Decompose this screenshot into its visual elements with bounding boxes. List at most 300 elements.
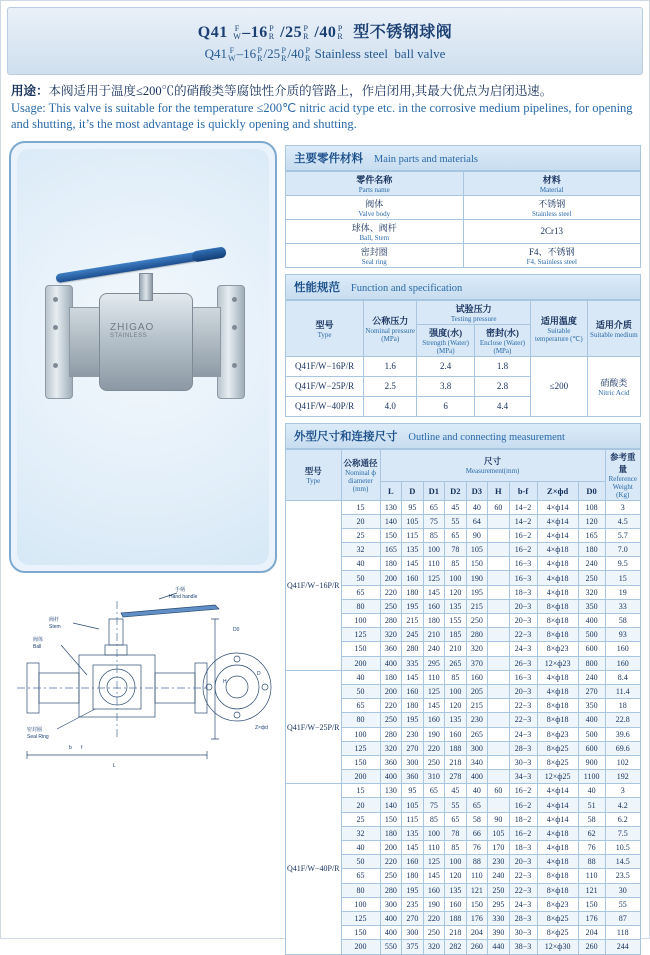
dim-dn: 200 bbox=[341, 656, 380, 670]
perf-col-seal bbox=[474, 324, 530, 356]
dim-dn: 32 bbox=[341, 543, 380, 557]
valve-illustration bbox=[45, 267, 245, 417]
dim-D3: 105 bbox=[466, 543, 488, 557]
dim-D0: 270 bbox=[578, 684, 605, 698]
dim-L: 280 bbox=[380, 727, 402, 741]
usage-cn bbox=[11, 83, 639, 100]
dim-D3: 320 bbox=[466, 642, 488, 656]
dim-D1: 320 bbox=[423, 940, 445, 954]
perf-temperature: ≤200 bbox=[530, 356, 587, 416]
perf-seal: 1.8 bbox=[474, 356, 530, 376]
dim-zd: 4×ф14 bbox=[537, 514, 578, 528]
dim-bf: 18−3 bbox=[509, 585, 537, 599]
content-body bbox=[9, 139, 641, 955]
dim-zd: 4×ф18 bbox=[537, 826, 578, 840]
dim-D3: 160 bbox=[466, 670, 488, 684]
dim-H bbox=[488, 642, 510, 656]
dim-zd: 8×ф25 bbox=[537, 926, 578, 940]
dim-sub-L: L bbox=[380, 482, 402, 500]
dim-H bbox=[488, 684, 510, 698]
dim-L: 280 bbox=[380, 614, 402, 628]
perf-nominal: 4.0 bbox=[364, 396, 417, 416]
materials-col-material bbox=[463, 171, 641, 195]
dim-D3: 64 bbox=[466, 514, 488, 528]
dimensions-tbody bbox=[286, 500, 641, 954]
dim-D0: 76 bbox=[578, 841, 605, 855]
dim-D3: 76 bbox=[466, 841, 488, 855]
dim-D3: 40 bbox=[466, 500, 488, 514]
dim-D0: 110 bbox=[578, 869, 605, 883]
materials-col-material-cn: 材料 bbox=[542, 174, 561, 185]
dim-D: 270 bbox=[402, 911, 424, 925]
dim-H bbox=[488, 528, 510, 542]
dim-bf: 22−3 bbox=[509, 883, 537, 897]
table-row bbox=[286, 219, 641, 243]
dim-D2: 135 bbox=[445, 883, 467, 897]
dim-D2: 45 bbox=[445, 500, 467, 514]
dim-bf: 30−3 bbox=[509, 926, 537, 940]
dim-dn: 80 bbox=[341, 599, 380, 613]
dim-weight: 4.2 bbox=[605, 798, 641, 812]
materials-col-material-en: Material bbox=[539, 185, 564, 194]
dim-H: 60 bbox=[488, 784, 510, 798]
dim-weight: 19 bbox=[605, 585, 641, 599]
table-row bbox=[286, 356, 641, 376]
dim-D3: 176 bbox=[466, 911, 488, 925]
materials-mat-en: Stainless steel bbox=[532, 209, 572, 218]
materials-mat-en: F4, Stainless steel bbox=[526, 257, 577, 266]
dim-D3: 230 bbox=[466, 713, 488, 727]
dim-D2: 45 bbox=[445, 784, 467, 798]
dim-weight: 7.5 bbox=[605, 826, 641, 840]
perf-col-type bbox=[286, 300, 364, 356]
dim-L: 200 bbox=[380, 841, 402, 855]
dim-D2: 265 bbox=[445, 656, 467, 670]
dim-L: 400 bbox=[380, 656, 402, 670]
dim-H bbox=[488, 798, 510, 812]
dim-D3: 370 bbox=[466, 656, 488, 670]
dim-H bbox=[488, 571, 510, 585]
dim-D0: 108 bbox=[578, 500, 605, 514]
dim-weight: 5.7 bbox=[605, 528, 641, 542]
right-column bbox=[285, 139, 641, 955]
dim-zd: 8×ф25 bbox=[537, 741, 578, 755]
dim-H bbox=[488, 628, 510, 642]
dim-D: 360 bbox=[402, 770, 424, 784]
bolt-icon bbox=[232, 363, 237, 368]
dim-weight: 18 bbox=[605, 699, 641, 713]
dim-bf: 16−3 bbox=[509, 571, 537, 585]
dim-bf: 16−2 bbox=[509, 543, 537, 557]
dim-zd: 4×ф18 bbox=[537, 670, 578, 684]
dim-D: 145 bbox=[402, 557, 424, 571]
dim-sub-D0: D0 bbox=[578, 482, 605, 500]
dim-bf: 16−2 bbox=[509, 798, 537, 812]
dim-D1: 75 bbox=[423, 798, 445, 812]
perf-col-test-cn: 试验压力 bbox=[455, 303, 492, 314]
dim-bf: 16−2 bbox=[509, 528, 537, 542]
dim-D2: 210 bbox=[445, 642, 467, 656]
dim-L: 360 bbox=[380, 642, 402, 656]
dim-weight: 93 bbox=[605, 628, 641, 642]
dim-H bbox=[488, 699, 510, 713]
pipe-left-icon bbox=[69, 307, 103, 377]
dim-dn: 15 bbox=[341, 784, 380, 798]
dim-L: 150 bbox=[380, 812, 402, 826]
dim-weight: 118 bbox=[605, 926, 641, 940]
performance-section-header bbox=[285, 274, 641, 300]
dim-D: 180 bbox=[402, 585, 424, 599]
dim-zd: 4×ф14 bbox=[537, 784, 578, 798]
materials-col-part-en: Parts name bbox=[358, 185, 390, 194]
dim-L: 180 bbox=[380, 826, 402, 840]
dim-D: 115 bbox=[402, 812, 424, 826]
dim-weight: 69.6 bbox=[605, 741, 641, 755]
dim-D: 215 bbox=[402, 614, 424, 628]
dim-D3: 340 bbox=[466, 755, 488, 769]
dim-D0: 165 bbox=[578, 528, 605, 542]
dim-D1: 295 bbox=[423, 656, 445, 670]
dim-D1: 145 bbox=[423, 869, 445, 883]
dim-D1: 110 bbox=[423, 670, 445, 684]
dim-D3: 66 bbox=[466, 826, 488, 840]
dim-D2: 85 bbox=[445, 841, 467, 855]
dim-bf: 28−3 bbox=[509, 911, 537, 925]
page-header bbox=[7, 7, 643, 75]
dim-D1: 125 bbox=[423, 684, 445, 698]
dim-col-weight-cn: 参考重量 bbox=[609, 451, 636, 474]
dim-zd: 4×ф18 bbox=[537, 585, 578, 599]
dim-zd: 12×ф25 bbox=[537, 770, 578, 784]
dim-weight: 6.2 bbox=[605, 812, 641, 826]
dim-D1: 250 bbox=[423, 926, 445, 940]
dim-D2: 55 bbox=[445, 514, 467, 528]
dim-D: 180 bbox=[402, 699, 424, 713]
dim-zd: 12×ф23 bbox=[537, 656, 578, 670]
perf-strength: 6 bbox=[417, 396, 475, 416]
dim-D0: 150 bbox=[578, 897, 605, 911]
dim-bf: 30−3 bbox=[509, 755, 537, 769]
materials-part-en: Ball, Stem bbox=[359, 233, 390, 242]
dim-weight: 14.5 bbox=[605, 855, 641, 869]
dim-D0: 320 bbox=[578, 585, 605, 599]
dim-D: 230 bbox=[402, 727, 424, 741]
table-row bbox=[286, 784, 641, 798]
perf-col-strength bbox=[417, 324, 475, 356]
dim-D3: 265 bbox=[466, 727, 488, 741]
dim-H bbox=[488, 585, 510, 599]
dim-L: 140 bbox=[380, 798, 402, 812]
dim-D0: 121 bbox=[578, 883, 605, 897]
dim-bf: 24−3 bbox=[509, 897, 537, 911]
dim-D0: 88 bbox=[578, 855, 605, 869]
materials-part-en: Valve body bbox=[358, 209, 391, 218]
dim-D1: 145 bbox=[423, 699, 445, 713]
dim-zd: 8×ф25 bbox=[537, 755, 578, 769]
dim-D: 335 bbox=[402, 656, 424, 670]
dim-H: 440 bbox=[488, 940, 510, 954]
schematic-label-stem-en: Stem bbox=[49, 623, 61, 630]
dim-D1: 125 bbox=[423, 855, 445, 869]
dim-weight: 55 bbox=[605, 897, 641, 911]
dim-L: 165 bbox=[380, 543, 402, 557]
dim-D3: 150 bbox=[466, 557, 488, 571]
dim-group-type: Q41F/W−40P/R bbox=[286, 784, 342, 954]
dim-D2: 65 bbox=[445, 812, 467, 826]
dim-L: 250 bbox=[380, 599, 402, 613]
dim-zd: 8×ф23 bbox=[537, 897, 578, 911]
perf-col-temp-cn: 适用温度 bbox=[540, 315, 577, 326]
dim-H: 90 bbox=[488, 812, 510, 826]
dim-bf: 16−2 bbox=[509, 784, 537, 798]
dim-D0: 500 bbox=[578, 628, 605, 642]
dim-weight: 39.6 bbox=[605, 727, 641, 741]
dim-D3: 65 bbox=[466, 798, 488, 812]
materials-cell-part bbox=[286, 219, 464, 243]
dim-zd: 4×ф14 bbox=[537, 528, 578, 542]
dim-col-weight bbox=[605, 449, 641, 500]
dim-D: 195 bbox=[402, 599, 424, 613]
dimensions-header-cn: 外型尺寸和连接尺寸 bbox=[294, 430, 398, 443]
dim-D3: 400 bbox=[466, 770, 488, 784]
dim-D2: 188 bbox=[445, 911, 467, 925]
dim-D1: 180 bbox=[423, 614, 445, 628]
dim-weight: 8.4 bbox=[605, 670, 641, 684]
dim-weight: 9.5 bbox=[605, 557, 641, 571]
dim-L: 220 bbox=[380, 585, 402, 599]
dim-L: 220 bbox=[380, 855, 402, 869]
materials-col-part bbox=[286, 171, 464, 195]
dim-D1: 250 bbox=[423, 755, 445, 769]
dim-bf: 20−3 bbox=[509, 599, 537, 613]
perf-col-temp bbox=[530, 300, 587, 356]
dim-zd: 8×ф25 bbox=[537, 911, 578, 925]
usage-text-en: This valve is suitable for the temperature ≤200℃ nitric acid type etc. in the corrosive medium pipelines, for opening and shutting, it’s the most advantage is quickly opening and shutting. bbox=[11, 100, 633, 131]
dim-bf: 22−3 bbox=[509, 699, 537, 713]
dim-D2: 100 bbox=[445, 571, 467, 585]
dim-D0: 180 bbox=[578, 543, 605, 557]
dim-D3: 204 bbox=[466, 926, 488, 940]
dim-weight: 3 bbox=[605, 500, 641, 514]
dim-D3: 88 bbox=[466, 855, 488, 869]
usage-label-cn: 用途： bbox=[11, 84, 49, 98]
dim-H bbox=[488, 599, 510, 613]
dim-weight: 58 bbox=[605, 614, 641, 628]
dim-dn: 100 bbox=[341, 897, 380, 911]
dim-D: 235 bbox=[402, 897, 424, 911]
bolt-icon bbox=[53, 297, 58, 302]
dim-dn: 65 bbox=[341, 699, 380, 713]
schematic-dim-D: D bbox=[257, 670, 261, 677]
perf-col-test bbox=[417, 300, 531, 324]
dim-weight: 15 bbox=[605, 571, 641, 585]
dim-D2: 120 bbox=[445, 869, 467, 883]
dim-D2: 100 bbox=[445, 855, 467, 869]
dim-D2: 282 bbox=[445, 940, 467, 954]
dim-dn: 50 bbox=[341, 571, 380, 585]
dim-D0: 240 bbox=[578, 670, 605, 684]
perf-col-strength-cn: 强度(水) bbox=[429, 327, 463, 338]
perf-col-nominal-en: Nominal pressure (MPa) bbox=[365, 326, 415, 343]
dim-D1: 220 bbox=[423, 911, 445, 925]
dimensions-table bbox=[285, 449, 641, 955]
perf-seal: 2.8 bbox=[474, 376, 530, 396]
dim-H: 240 bbox=[488, 869, 510, 883]
dim-H bbox=[488, 713, 510, 727]
dim-dn: 25 bbox=[341, 812, 380, 826]
dim-D: 195 bbox=[402, 883, 424, 897]
dim-L: 180 bbox=[380, 670, 402, 684]
dim-zd: 4×ф18 bbox=[537, 557, 578, 571]
dim-sub-D3: D3 bbox=[466, 482, 488, 500]
dim-D2: 65 bbox=[445, 528, 467, 542]
dim-zd: 4×ф14 bbox=[537, 798, 578, 812]
dim-dn: 65 bbox=[341, 585, 380, 599]
dim-D1: 310 bbox=[423, 770, 445, 784]
perf-type: Q41F/W−25P/R bbox=[286, 376, 364, 396]
dim-L: 400 bbox=[380, 926, 402, 940]
perf-col-temp-en: Suitable temperature (℃) bbox=[535, 326, 583, 343]
materials-section-header bbox=[285, 145, 641, 171]
dim-H bbox=[488, 755, 510, 769]
perf-col-test-en: Testing pressure bbox=[450, 314, 497, 323]
schematic-label-stem-cn: 阀杆 bbox=[49, 616, 60, 623]
dim-weight: 22.8 bbox=[605, 713, 641, 727]
dim-D0: 400 bbox=[578, 713, 605, 727]
perf-nominal: 2.5 bbox=[364, 376, 417, 396]
dim-weight: 160 bbox=[605, 656, 641, 670]
perf-seal: 4.4 bbox=[474, 396, 530, 416]
dim-zd: 8×ф23 bbox=[537, 727, 578, 741]
dim-weight: 11.4 bbox=[605, 684, 641, 698]
materials-cell-part bbox=[286, 195, 464, 219]
dim-H bbox=[488, 670, 510, 684]
dim-D2: 120 bbox=[445, 585, 467, 599]
dim-D: 135 bbox=[402, 543, 424, 557]
dim-dn: 200 bbox=[341, 770, 380, 784]
dim-L: 200 bbox=[380, 684, 402, 698]
dim-D3: 190 bbox=[466, 571, 488, 585]
dim-D1: 240 bbox=[423, 642, 445, 656]
usage-en bbox=[11, 100, 639, 133]
dim-weight: 192 bbox=[605, 770, 641, 784]
perf-strength: 3.8 bbox=[417, 376, 475, 396]
dim-D0: 204 bbox=[578, 926, 605, 940]
dim-weight: 160 bbox=[605, 642, 641, 656]
dim-bf: 18−2 bbox=[509, 812, 537, 826]
dim-L: 150 bbox=[380, 528, 402, 542]
dim-D: 160 bbox=[402, 684, 424, 698]
dim-D1: 75 bbox=[423, 514, 445, 528]
dim-H: 250 bbox=[488, 883, 510, 897]
dim-L: 400 bbox=[380, 911, 402, 925]
dim-L: 280 bbox=[380, 883, 402, 897]
schematic-svg bbox=[9, 579, 277, 819]
dim-D: 180 bbox=[402, 869, 424, 883]
dim-L: 300 bbox=[380, 897, 402, 911]
dim-D1: 100 bbox=[423, 543, 445, 557]
dim-D3: 300 bbox=[466, 741, 488, 755]
dim-zd: 4×ф14 bbox=[537, 812, 578, 826]
dim-D3: 121 bbox=[466, 883, 488, 897]
dim-H bbox=[488, 770, 510, 784]
dim-zd: 12×ф30 bbox=[537, 940, 578, 954]
dim-D: 270 bbox=[402, 741, 424, 755]
dim-zd: 4×ф18 bbox=[537, 855, 578, 869]
table-row bbox=[286, 195, 641, 219]
dim-D2: 55 bbox=[445, 798, 467, 812]
dim-dn: 150 bbox=[341, 755, 380, 769]
dim-D3: 260 bbox=[466, 940, 488, 954]
dim-D3: 58 bbox=[466, 812, 488, 826]
schematic-label-handle-cn: 手柄 bbox=[175, 586, 186, 593]
dim-dn: 15 bbox=[341, 500, 380, 514]
dim-zd: 8×ф18 bbox=[537, 599, 578, 613]
dim-col-size-en: Measurement(mm) bbox=[465, 467, 520, 476]
dim-L: 220 bbox=[380, 699, 402, 713]
dim-H: 390 bbox=[488, 926, 510, 940]
dim-D2: 218 bbox=[445, 926, 467, 940]
dim-D: 105 bbox=[402, 798, 424, 812]
perf-strength: 2.4 bbox=[417, 356, 475, 376]
dim-D1: 190 bbox=[423, 897, 445, 911]
dim-D0: 260 bbox=[578, 940, 605, 954]
usage-label-en: Usage: bbox=[11, 100, 46, 115]
schematic-label-ball-cn: 阀体 bbox=[33, 636, 44, 643]
dim-D0: 120 bbox=[578, 514, 605, 528]
dim-D1: 85 bbox=[423, 528, 445, 542]
dim-H bbox=[488, 514, 510, 528]
perf-col-nominal bbox=[364, 300, 417, 356]
dim-L: 250 bbox=[380, 713, 402, 727]
dim-D: 115 bbox=[402, 528, 424, 542]
dim-zd: 8×ф18 bbox=[537, 869, 578, 883]
dim-D2: 100 bbox=[445, 684, 467, 698]
dim-D: 105 bbox=[402, 514, 424, 528]
dim-L: 320 bbox=[380, 741, 402, 755]
dim-weight: 3 bbox=[605, 784, 641, 798]
performance-table bbox=[285, 300, 641, 417]
page-title-cn: Q41 F W –16 P R /25 P R /40 P R 型不锈钢球阀 bbox=[197, 23, 453, 42]
dim-zd: 8×ф23 bbox=[537, 642, 578, 656]
dim-zd: 8×ф18 bbox=[537, 628, 578, 642]
dim-dn: 50 bbox=[341, 684, 380, 698]
dim-zd: 8×ф18 bbox=[537, 614, 578, 628]
dim-D: 160 bbox=[402, 855, 424, 869]
dim-D2: 135 bbox=[445, 713, 467, 727]
dim-weight: 244 bbox=[605, 940, 641, 954]
schematic-dim-D0: D0 bbox=[233, 626, 240, 633]
dim-D3: 280 bbox=[466, 628, 488, 642]
dim-D1: 210 bbox=[423, 628, 445, 642]
dim-dn: 200 bbox=[341, 940, 380, 954]
dim-bf: 14−2 bbox=[509, 500, 537, 514]
dim-weight: 10.5 bbox=[605, 841, 641, 855]
dim-sub-H: H bbox=[488, 482, 510, 500]
perf-nominal: 1.6 bbox=[364, 356, 417, 376]
perf-col-nominal-cn: 公称压力 bbox=[372, 315, 409, 326]
dim-D0: 250 bbox=[578, 571, 605, 585]
dim-D: 145 bbox=[402, 670, 424, 684]
dim-H bbox=[488, 614, 510, 628]
dim-H: 230 bbox=[488, 855, 510, 869]
dim-D0: 240 bbox=[578, 557, 605, 571]
dim-zd: 8×ф18 bbox=[537, 713, 578, 727]
dim-H bbox=[488, 543, 510, 557]
dim-dn: 65 bbox=[341, 869, 380, 883]
dim-dn: 100 bbox=[341, 727, 380, 741]
dim-D3: 40 bbox=[466, 784, 488, 798]
